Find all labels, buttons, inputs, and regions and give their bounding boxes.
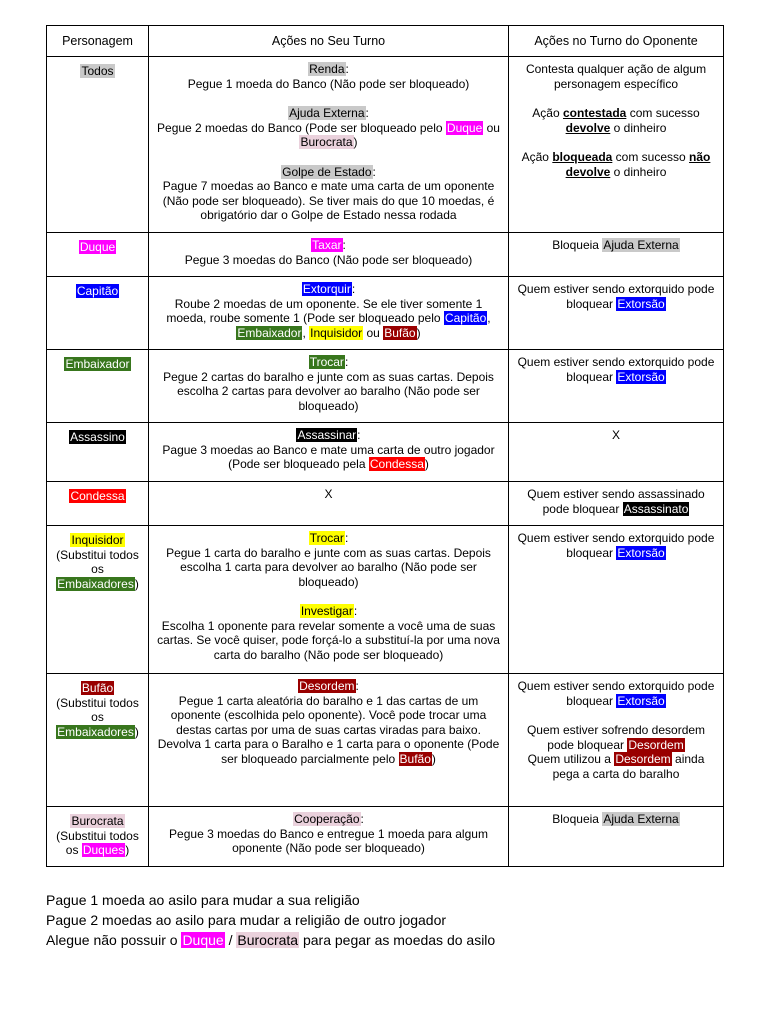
- rules-sheet: [46, 25, 723, 867]
- own-turn-cell: Trocar: Pegue 1 carta do baralho e junte com as suas cartas. Depois escolha 1 carta para devolver ao baralho (Não pode ser bloqueado) Investigar: Escolha 1 oponente para revelar somente a você uma de suas cartas. Se você quiser, pode forçá-lo a substituí-la por uma nova carta do baralho (Não pode ser bloqueado): [149, 526, 509, 674]
- card-tag: Desordem: [628, 737, 684, 752]
- action-text: Pegue 1 moeda do Banco (Não pode ser bloqueado): [187, 76, 470, 91]
- note-line: Alegue não possuir o Duque / Burocrata para pegar as moedas do asilo: [46, 932, 496, 948]
- character-name: Bufão: [81, 681, 114, 695]
- opponent-text: Contesta qualquer ação de algum personagem específico: [525, 62, 707, 91]
- action-text: Pague 7 moedas ao Banco e mate uma carta de um oponente (Não pode ser bloqueado). Se tiver mais do que 10 moedas, é obrigatório dar o Golpe de Estado nessa rodada: [162, 179, 495, 222]
- row-duque: [47, 233, 724, 277]
- card-tag: Burocrata: [300, 135, 353, 149]
- opponent-text: Quem utilizou a Desordem ainda pega a carta do baralho: [527, 752, 705, 781]
- character-actions-table: [46, 25, 724, 867]
- character-cell: [47, 277, 149, 350]
- opponent-text: Quem estiver sofrendo desordem pode bloquear Desordem: [526, 723, 706, 752]
- card-tag: Desordem: [615, 752, 671, 766]
- row-assassino: [47, 423, 724, 482]
- note-line: Pague 2 moedas ao asilo para mudar a religião de outro jogador: [46, 912, 447, 928]
- action-name: Desordem: [299, 679, 355, 693]
- card-tag: Capitão: [444, 311, 487, 325]
- card-tag: Embaixadores: [57, 576, 134, 591]
- opponent-text: X: [611, 428, 620, 442]
- action-name: Golpe de Estado: [282, 164, 372, 179]
- opponent-turn-cell: [509, 674, 724, 807]
- header-opponent-turn: Ações no Turno do Oponente: [509, 26, 724, 57]
- character-cell: [47, 423, 149, 482]
- action-text: Pegue 3 moedas do Banco (Não pode ser bloqueado): [184, 252, 473, 267]
- character-name: Condessa: [70, 489, 125, 503]
- row-inquisidor: [47, 526, 724, 674]
- card-tag: Assassinato: [623, 501, 689, 516]
- action-text: Escolha 1 oponente para revelar somente a você uma de suas cartas. Se você quiser, pode forçá-lo a substituí-la por uma nova carta do baralho (Não pode ser bloqueado): [157, 618, 500, 662]
- character-cell: Burocrata (Substitui todos os Duques): [47, 807, 149, 867]
- action-name: Taxar: [312, 238, 342, 252]
- own-turn-cell: Desordem: Pegue 1 carta aleatória do baralho e 1 das cartas de um oponente (escolhida pelo oponente). Você pode trocar uma destas cartas por uma de suas cartas viradas para baixo. Devolva 1 carta para o Baralho e 1 carta para o oponente (Pode ser bloqueado parcialmente pelo Bufão): [149, 674, 509, 807]
- opponent-turn-cell: Quem estiver sendo extorquido pode bloquear Extorsão: [509, 350, 724, 423]
- character-name: Duque: [79, 240, 116, 254]
- action-text: Roube 2 moedas de um oponente. Se ele tiver somente 1 moeda, roube somente 1 (Pode ser bloqueado pelo Capitão, Embaixador, Inquisidor ou Bufão): [166, 296, 491, 340]
- row-capitao: [47, 277, 724, 350]
- opponent-text: Ação bloqueada com sucesso não devolve o dinheiro: [521, 150, 711, 179]
- card-tag: Duques: [82, 843, 125, 857]
- opponent-turn-cell: Quem estiver sendo assassinado pode bloquear Assassinato: [509, 482, 724, 526]
- card-tag: Embaixador: [237, 325, 302, 340]
- own-turn-cell: Taxar: Pegue 3 moedas do Banco (Não pode ser bloqueado): [149, 233, 509, 277]
- character-cell: [47, 233, 149, 277]
- character-name: Todos: [81, 64, 114, 78]
- action-name: Assassinar: [297, 428, 357, 442]
- character-name: Inquisidor: [71, 533, 124, 547]
- note-line: Pague 1 moeda ao asilo para mudar a sua religião: [46, 892, 360, 908]
- own-turn-cell: Extorquir: Roube 2 moedas de um oponente. Se ele tiver somente 1 moeda, roube somente 1 (Pode ser bloqueado pelo Capitão, Embaixador, Inquisidor ou Bufão): [149, 277, 509, 350]
- card-tag: Extorsão: [617, 545, 665, 560]
- card-tag: Duque: [182, 932, 224, 948]
- row-condessa: [47, 482, 724, 526]
- opponent-turn-cell: [509, 57, 724, 233]
- action-name: Renda: [309, 62, 345, 76]
- action-name: Trocar: [309, 531, 344, 545]
- character-name: Capitão: [76, 284, 119, 298]
- row-bufao: [47, 674, 724, 807]
- character-cell: [47, 57, 149, 233]
- opponent-turn-cell: Bloqueia Ajuda Externa: [509, 233, 724, 277]
- action-name: Extorquir: [302, 282, 351, 296]
- character-name: Assassino: [70, 430, 125, 444]
- action-text: Pegue 2 moedas do Banco (Pode ser bloqueado pelo Duque ou Burocrata): [157, 120, 500, 149]
- character-name: Burocrata: [71, 814, 124, 828]
- action-text: Pegue 1 carta do baralho e junte com as suas cartas. Depois escolha 1 carta para devolver ao baralho (Não pode ser bloqueado): [166, 545, 491, 589]
- character-cell: Inquisidor (Substitui todos os Embaixadores): [47, 526, 149, 674]
- card-tag: Inquisidor: [310, 325, 363, 340]
- row-todos: [47, 57, 724, 233]
- opponent-text: Ação contestada com sucesso devolve o dinheiro: [532, 106, 700, 135]
- card-tag: Condessa: [369, 457, 424, 471]
- card-tag: Ajuda Externa: [603, 812, 679, 826]
- card-tag: Extorsão: [617, 296, 665, 311]
- opponent-turn-cell: Quem estiver sendo extorquido pode bloquear Extorsão: [509, 526, 724, 674]
- action-name: Trocar: [309, 355, 344, 369]
- opponent-text: Quem estiver sendo extorquido pode bloquear Extorsão: [517, 679, 715, 708]
- action-name: Ajuda Externa: [289, 106, 365, 120]
- own-turn-cell: Trocar: Pegue 2 cartas do baralho e junte com as suas cartas. Depois escolha 2 cartas para devolver ao baralho (Não pode ser bloqueado): [149, 350, 509, 423]
- character-cell: [47, 482, 149, 526]
- action-text: Pegue 1 carta aleatória do baralho e 1 das cartas de um oponente (escolhida pelo oponente). Você pode trocar uma destas cartas por uma de suas cartas viradas para baixo. Devolva 1 carta para o Baralho e 1 carta para o oponente (Pode ser bloqueado parcialmente pelo Bufão): [157, 693, 500, 766]
- action-text: X: [324, 487, 333, 501]
- character-cell: Bufão (Substitui todos os Embaixadores): [47, 674, 149, 807]
- action-text: Pague 3 moedas ao Banco e mate uma carta de outro jogador (Pode ser bloqueado pela Condessa): [162, 442, 495, 471]
- header-own-turn: Ações no Seu Turno: [149, 26, 509, 57]
- own-turn-cell: Assassinar: Pague 3 moedas ao Banco e mate uma carta de outro jogador (Pode ser bloqueado pela Condessa): [149, 423, 509, 482]
- card-tag: Extorsão: [617, 369, 665, 384]
- card-tag: Bufão: [399, 751, 431, 766]
- action-name: Investigar: [300, 604, 353, 618]
- rules-notes: [46, 890, 495, 950]
- header-character: Personagem: [47, 26, 149, 57]
- own-turn-cell: [149, 482, 509, 526]
- card-tag: Duque: [446, 120, 483, 135]
- action-name: Cooperação: [294, 812, 360, 826]
- action-text: Pegue 2 cartas do baralho e junte com as suas cartas. Depois escolha 2 cartas para devolver ao baralho (Não pode ser bloqueado): [163, 369, 494, 413]
- card-tag: Bufão: [384, 325, 416, 340]
- row-embaixador: [47, 350, 724, 423]
- opponent-turn-cell: Bloqueia Ajuda Externa: [509, 807, 724, 867]
- character-name: Embaixador: [65, 357, 130, 371]
- action-text: Pegue 3 moedas do Banco e entregue 1 moeda para algum oponente (Não pode ser bloqueado): [169, 826, 488, 855]
- card-tag: Burocrata: [237, 932, 299, 948]
- own-turn-cell: Cooperação: Pegue 3 moedas do Banco e entregue 1 moeda para algum oponente (Não pode ser bloqueado): [149, 807, 509, 867]
- header-row: [47, 26, 724, 57]
- row-burocrata: [47, 807, 724, 867]
- opponent-turn-cell: Quem estiver sendo extorquido pode bloquear Extorsão: [509, 277, 724, 350]
- card-tag: Embaixadores: [57, 724, 134, 739]
- own-turn-cell: Renda: Pegue 1 moeda do Banco (Não pode ser bloqueado) Ajuda Externa: Pegue 2 moedas do Banco (Pode ser bloqueado pelo Duque ou Burocrata) Golpe de Estado: Pague 7 moedas ao Banco e mate uma carta de um oponente (Não pode ser bloqueado). Se tiver mais do que 10 moedas, é obrigatório dar o Golpe de Estado nessa rodada: [149, 57, 509, 233]
- card-tag: Ajuda Externa: [603, 238, 679, 252]
- card-tag: Extorsão: [617, 693, 665, 708]
- opponent-turn-cell: [509, 423, 724, 482]
- character-cell: [47, 350, 149, 423]
